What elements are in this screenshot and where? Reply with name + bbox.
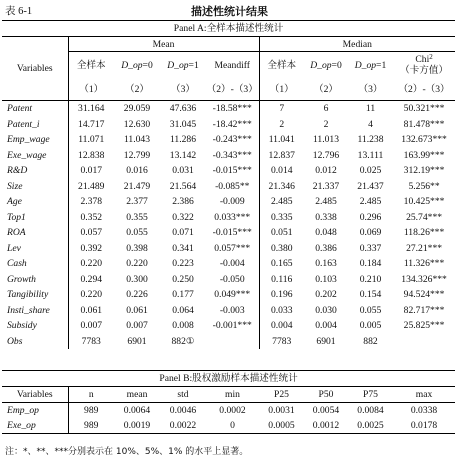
cell-d2: 0.202 [315,289,337,301]
cell-m2: 0.055 [126,227,148,239]
cell-m1: 0.061 [80,304,103,316]
cell-d3: 0.184 [359,258,382,270]
cell-m2: 11.043 [123,134,151,146]
cell-n: 989 [84,420,99,431]
col-number: （1） [259,78,304,101]
table-row [2,163,455,179]
col-number: （2）-（3） [393,78,455,101]
row-variable: Tangibility [2,287,68,303]
cell-d3: 21.437 [357,180,384,192]
cell-min: 0 [230,420,235,431]
row-variable: Cash [2,256,68,272]
cell-max: 0.0178 [410,420,438,431]
row-variable: Emp_wage [2,132,68,148]
cell-d3: 0.069 [359,227,382,239]
row-variable: Exe_wage [2,148,68,164]
table-row [2,287,455,303]
cell-p50: 0.0054 [312,405,340,416]
cell-m1: 21.489 [78,180,105,192]
cell-d3: 0.154 [359,289,382,301]
cell-d3: 11 [365,103,376,115]
cell-m2: 21.479 [123,180,151,192]
cell-md: -0.050 [206,272,259,288]
cell-m2: 0.220 [126,258,148,270]
panel-b-header: std [160,387,206,403]
cell-d1: 0.165 [270,258,293,270]
cell-m3: 0.064 [172,304,194,316]
cell-d2: 0.338 [315,211,337,223]
row-variable: Lev [2,241,68,257]
cell-m1: 0.294 [80,273,103,285]
cell-m2: 0.061 [126,304,148,316]
cell-m3: 13.142 [169,149,197,161]
cell-m1: 0.220 [80,258,103,270]
cell-chi: 5.256** [408,180,440,192]
cell-d3: 4 [368,118,373,130]
panel-b-header: P50 [304,387,348,403]
cell-chi: 118.26*** [403,227,445,239]
cell-d2: 6 [323,103,329,115]
cell-chi: 11.326*** [403,258,445,270]
table-row [2,403,455,419]
row-variable: Size [2,179,68,195]
cell-d2: 2.485 [315,196,337,208]
cell-p25: 0.0031 [268,405,295,416]
cell-d3: 2.485 [359,196,382,208]
table-row [2,179,455,195]
cell-d1: 0.014 [270,165,293,177]
table-row [2,334,455,350]
cell-m1: 14.717 [78,118,105,130]
cell-d2: 12.796 [312,149,340,161]
cell-d3: 0.210 [359,273,382,285]
row-variable: Age [2,194,68,210]
cell-m3: 0.250 [172,273,194,285]
panel-b-header: P25 [259,387,304,403]
cell-d1: 0.033 [270,304,293,316]
cell-chi: 25.825*** [403,320,445,332]
cell-md: 0.057*** [206,241,259,257]
cell-d3: 0.296 [359,211,382,223]
cell-d2: 0.012 [315,165,337,177]
row-variable: Growth [2,272,68,288]
cell-d2: 0.103 [315,273,337,285]
cell-d3: 0.025 [359,165,382,177]
col-meandiff: Meandiff [206,52,259,79]
panel-b-header: P75 [348,387,393,403]
cell-d2: 2 [323,118,329,130]
cell-chi: 312.19*** [403,165,445,177]
cell-d2: 0.004 [315,320,337,332]
cell-m3: 882① [171,335,195,347]
mean-group-header: Mean [68,37,259,52]
cell-md: -18.58*** [206,101,259,117]
cell-m1: 7783 [81,335,101,347]
cell-d1: 21.346 [268,180,295,192]
cell-m2: 0.398 [126,242,148,254]
table-row [2,148,455,164]
col-dop1: D_op=1 [167,59,199,71]
cell-d1: 0.196 [270,289,293,301]
cell-chi: 163.99*** [403,149,445,161]
cell-d1: 12.837 [268,149,295,161]
col-number: （3） [348,78,393,101]
cell-d3: 0.337 [359,242,382,254]
panel-b-header: min [206,387,259,403]
cell-m3: 2.386 [172,196,194,208]
table-title: 描述性统计结果 [191,5,268,18]
cell-m2: 0.016 [126,165,148,177]
cell-m2: 12.799 [123,149,151,161]
cell-d1: 7783 [272,335,292,347]
cell-d2: 0.163 [315,258,337,270]
cell-d1: 11.041 [268,134,295,146]
col-dop0-median: D_op=0 [310,59,342,71]
cell-chi: 50.321*** [403,103,445,115]
cell-md: -0.004 [206,256,259,272]
cell-md: -0.009 [206,194,259,210]
cell-d3: 0.005 [359,320,382,332]
table-row [2,318,455,334]
cell-n: 989 [84,405,99,416]
cell-d2: 6901 [316,335,336,347]
cell-d3: 0.055 [359,304,382,316]
cell-d1: 0.335 [270,211,293,223]
cell-md: 0.033*** [206,210,259,226]
cell-m2: 0.300 [126,273,148,285]
cell-md: -18.42*** [206,117,259,133]
cell-m2: 6901 [127,335,147,347]
cell-m3: 0.008 [172,320,194,332]
median-group-header: Median [259,37,455,52]
table-number: 表 6-1 [5,6,33,17]
cell-m3: 11.286 [169,134,197,146]
cell-d3: 13.111 [357,149,384,161]
row-variable: Exe_op [2,418,68,434]
row-variable: Patent [2,101,68,117]
col-number: （1） [68,78,114,101]
cell-m1: 2.378 [80,196,103,208]
cell-p25: 0.0005 [268,420,295,431]
cell-m3: 21.564 [169,180,197,192]
cell-md: -0.085** [206,179,259,195]
cell-m2: 0.226 [126,289,148,301]
col-dop1-median: D_op=1 [354,59,387,71]
cell-m1: 0.057 [80,227,103,239]
cell-d2: 0.048 [315,227,337,239]
cell-max: 0.0338 [410,405,438,416]
table-row [2,132,455,148]
table-row [2,210,455,226]
col-chi2: Chi$^2$（卡方值） [400,53,449,76]
cell-md: -0.343*** [206,148,259,164]
row-variable: Subsidy [2,318,68,334]
cell-d1: 0.004 [270,320,293,332]
cell-md: 0.049*** [206,287,259,303]
cell-chi [393,334,455,350]
cell-d1: 0.051 [270,227,293,239]
cell-chi: 27.21*** [406,242,443,254]
cell-d3: 882 [363,335,378,347]
table-row [2,241,455,257]
footnote: 注：*、**、***分别表示在 10%、5%、1% 的水平上显著。 [5,447,249,457]
cell-m1: 0.352 [80,211,103,223]
table-row [2,225,455,241]
cell-d1: 0.380 [270,242,293,254]
cell-chi: 82.717*** [403,304,445,316]
panel-a-title: Panel A:全样本描述性统计 [2,21,455,37]
cell-m3: 0.223 [172,258,194,270]
cell-chi: 25.74*** [406,211,443,223]
table-row [2,272,455,288]
cell-md [206,334,259,350]
cell-d2: 0.386 [315,242,337,254]
cell-m3: 0.071 [172,227,194,239]
table-caption [0,3,459,17]
col-number: （2）-（3） [206,78,259,101]
cell-md: -0.015*** [206,225,259,241]
cell-m1: 0.007 [80,320,103,332]
col-dop0: D_op=0 [121,59,153,71]
cell-mean: 0.0064 [123,405,151,416]
cell-m1: 11.071 [78,134,105,146]
cell-p50: 0.0012 [312,420,340,431]
cell-p75: 0.0084 [357,405,384,416]
cell-md: -0.243*** [206,132,259,148]
cell-chi: 10.425*** [403,196,445,208]
col-all-sample-median: 全样本 [267,59,297,71]
col-number: （2） [114,78,160,101]
cell-d2: 0.030 [315,304,337,316]
cell-m1: 31.164 [78,103,105,115]
cell-md: -0.015*** [206,163,259,179]
cell-md: -0.003 [206,303,259,319]
cell-d3: 11.238 [357,134,384,146]
cell-m1: 12.838 [78,149,105,161]
col-all-sample: 全样本 [76,59,106,71]
col-number: （3） [160,78,206,101]
cell-d1: 0.116 [271,273,293,285]
cell-d1: 2.485 [270,196,293,208]
row-variable: Top1 [2,210,68,226]
panel-a-table [2,20,455,349]
table-row [2,117,455,133]
cell-m3: 0.322 [172,211,194,223]
cell-mean: 0.0019 [123,420,151,431]
table-row [2,303,455,319]
variables-header: Variables [2,37,68,101]
cell-m3: 0.341 [172,242,194,254]
cell-d2: 11.013 [312,134,340,146]
row-variable: ROA [2,225,68,241]
table-row [2,418,455,434]
panel-b-header: max [393,387,455,403]
cell-m3: 47.636 [169,103,197,115]
cell-m1: 0.392 [80,242,103,254]
cell-m1: 0.220 [80,289,103,301]
panel-b-header: n [68,387,114,403]
panel-b-header: Variables [2,387,68,403]
cell-m3: 0.031 [172,165,194,177]
panel-b-title: Panel B:股权激励样本描述性统计 [2,371,455,387]
row-variable: Patent_i [2,117,68,133]
col-number: （2） [304,78,348,101]
cell-min: 0.0002 [219,405,246,416]
cell-m2: 0.355 [126,211,148,223]
row-variable: Emp_op [2,403,68,419]
table-row [2,101,455,117]
cell-md: -0.001*** [206,318,259,334]
cell-chi: 81.478*** [403,118,445,130]
cell-d2: 21.337 [312,180,340,192]
row-variable: R&D [2,163,68,179]
table-row [2,256,455,272]
table-row [2,194,455,210]
cell-d1: 2 [279,118,285,130]
cell-chi: 132.673*** [401,134,447,146]
cell-m3: 31.045 [169,118,197,130]
panel-b-table [2,370,455,434]
cell-m2: 2.377 [126,196,148,208]
cell-chi: 94.524*** [403,289,445,301]
row-variable: Insti_share [2,303,68,319]
cell-p75: 0.0025 [357,420,384,431]
cell-std: 0.0046 [169,405,197,416]
cell-std: 0.0022 [169,420,197,431]
cell-m3: 0.177 [172,289,194,301]
cell-m2: 29.059 [123,103,151,115]
row-variable: Obs [2,334,68,350]
cell-m2: 12.630 [123,118,151,130]
cell-m1: 0.017 [80,165,103,177]
cell-chi: 134.326*** [401,273,447,285]
panel-b-header: mean [114,387,160,403]
cell-d1: 7 [279,103,285,115]
cell-m2: 0.007 [126,320,148,332]
